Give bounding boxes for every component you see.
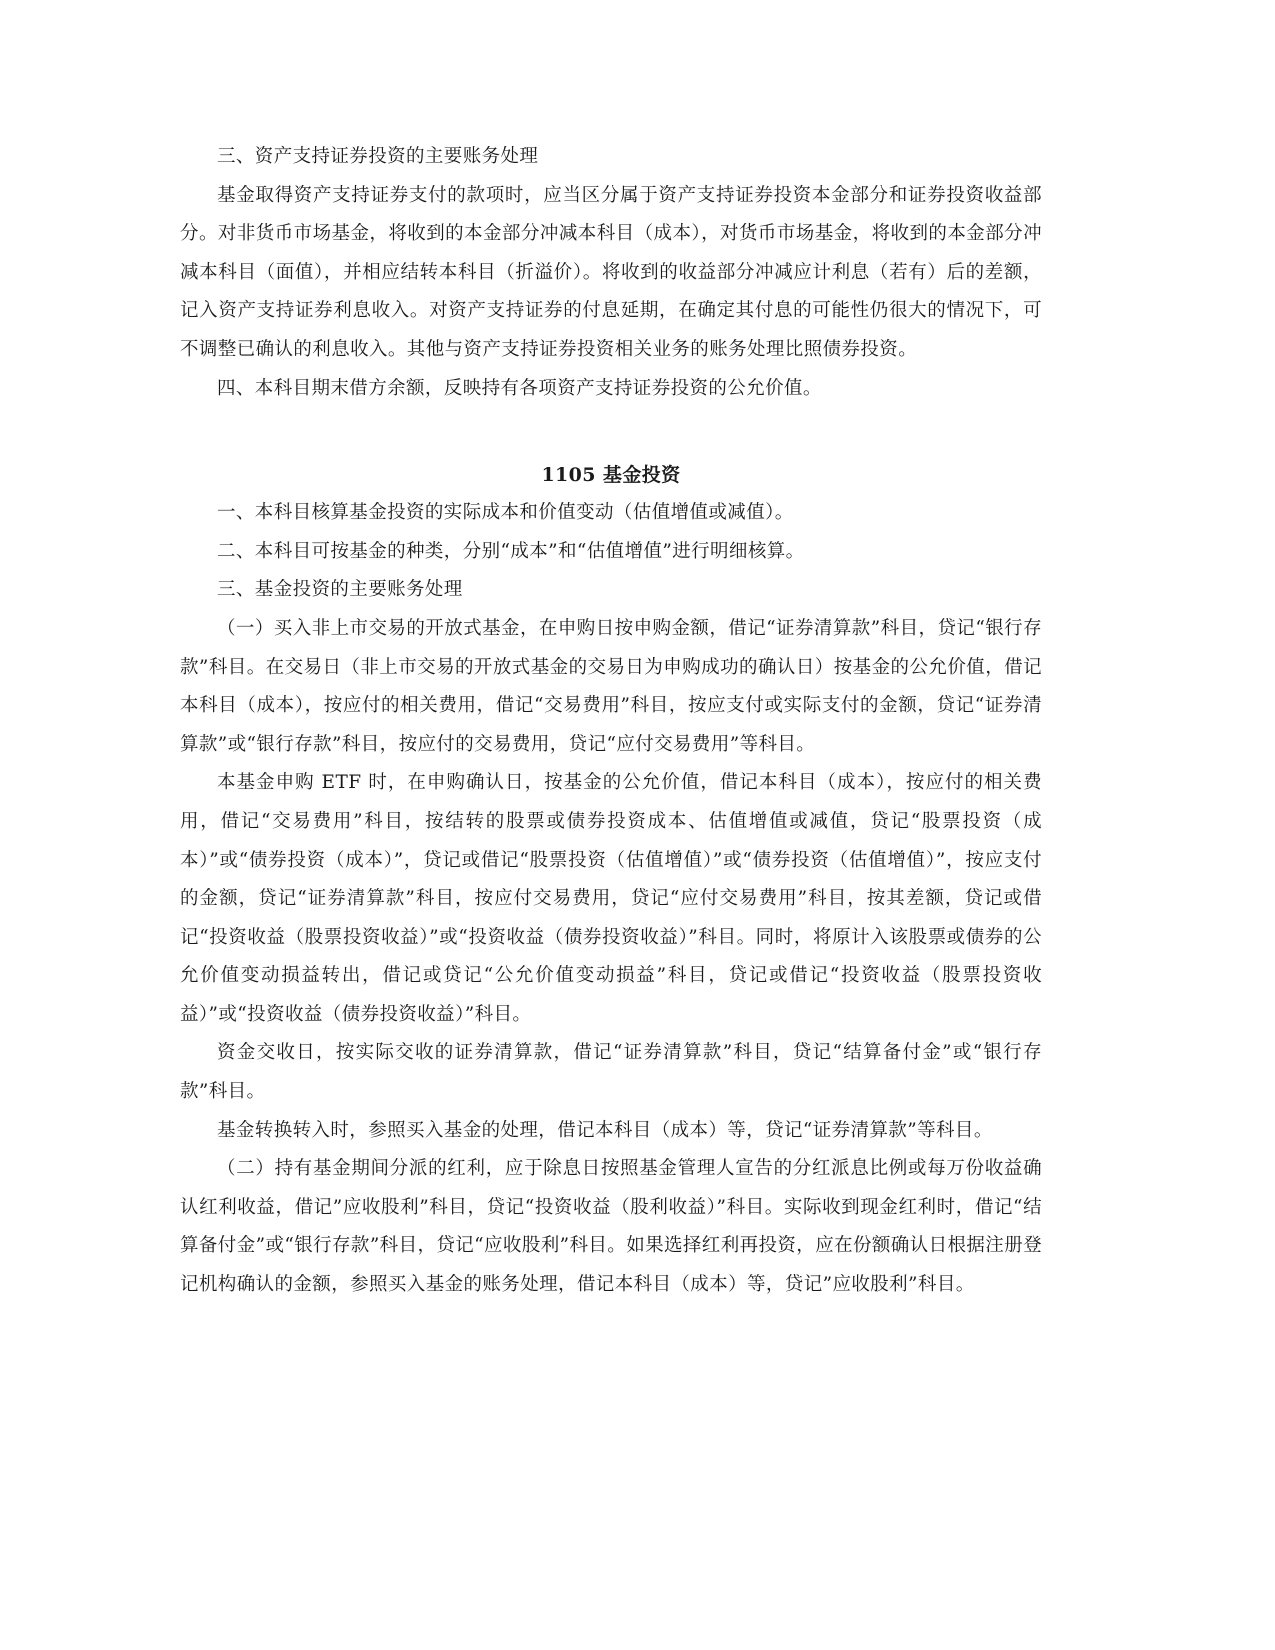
paragraph-fund-settlement: 资金交收日，按实际交收的证券清算款，借记“证券清算款”科目，贷记“结算备付金”或“银行存款”科目。 [180, 1042, 1042, 1103]
paragraph-fund-accounting-heading: 三、基金投资的主要账务处理 [217, 579, 463, 601]
section-title-1105: 1105 基金投资 [541, 464, 681, 487]
paragraph-fund-etf: 本基金申购 ETF 时，在申购确认日，按基金的公允价值，借记本科目（成本），按应付的相关费用，借记“交易费用”科目，按结转的股票或债券投资成本、估值增值或减值，贷记“股票投资（成本）”或“债券投资（成本）”，贷记或借记“股票投资（估值增值）”或“债券投资（估值增值）”，按应支付的金额，贷记“证券清算款”科目，按应付交易费用，贷记“应付交易费用”科目，按其差额，贷记或借记“投资收益（股票投资收益）”或“投资收益（债券投资收益）”科目。同时，将原计入该股票或债券的公允价值变动损益转出，借记或贷记“公允价值变动损益”科目，贷记或借记“投资收益（股票投资收益）”或“投资收益（债券投资收益）”科目。 [180, 772, 1042, 1025]
section-gap [180, 408, 1042, 432]
paragraph-fund-scope: 一、本科目核算基金投资的实际成本和价值变动（估值增值或减值）。 [217, 502, 794, 524]
paragraph-fund-detail: 二、本科目可按基金的种类，分别“成本”和“估值增值”进行明细核算。 [217, 540, 805, 562]
paragraph-fund-dividend: （二）持有基金期间分派的红利，应于除息日按照基金管理人宣告的分红派息比例或每万份收益确认红利收益，借记”应收股利”科目，贷记“投资收益（股利收益）”科目。实际收到现金红利时，借记“结算备付金”或“银行存款”科目，贷记“应收股利”科目。如果选择红利再投资，应在份额确认日根据注册登记机构确认的金额，参照买入基金的账务处理，借记本科目（成本）等，贷记”应收股利”科目。 [180, 1158, 1042, 1296]
paragraph-asset-backed-accounting: 基金取得资产支持证券支付的款项时，应当区分属于资产支持证券投资本金部分和证券投资收益部分。对非货币市场基金，将收到的本金部分冲减本科目（成本），对货币市场基金，将收到的本金部分冲减本科目（面值），并相应结转本科目（折溢价）。将收到的收益部分冲减应计利息（若有）后的差额，记入资产支持证券利息收入。对资产支持证券的付息延期，在确定其付息的可能性仍很大的情况下，可不调整已确认的利息收入。其他与资产支持证券投资相关业务的账务处理比照债券投资。 [180, 184, 1042, 360]
paragraph-fund-conversion: 基金转换转入时，参照买入基金的处理，借记本科目（成本）等，贷记“证券清算款”等科目。 [217, 1119, 993, 1141]
document-page [180, 138, 1042, 1305]
section-heading-asset-backed: 三、资产支持证券投资的主要账务处理 [217, 146, 539, 167]
paragraph-fund-purchase: （一）买入非上市交易的开放式基金，在申购日按申购金额，借记“证券清算款”科目，贷记“银行存款”科目。在交易日（非上市交易的开放式基金的交易日为申购成功的确认日）按基金的公允价值，借记本科目（成本），按应付的相关费用，借记“交易费用”科目，按应支付或实际支付的金额，贷记“证券清算款”或“银行存款”科目，按应付的交易费用，贷记“应付交易费用”等科目。 [180, 617, 1042, 755]
paragraph-asset-backed-balance: 四、本科目期末借方余额，反映持有各项资产支持证券投资的公允价值。 [217, 377, 822, 399]
